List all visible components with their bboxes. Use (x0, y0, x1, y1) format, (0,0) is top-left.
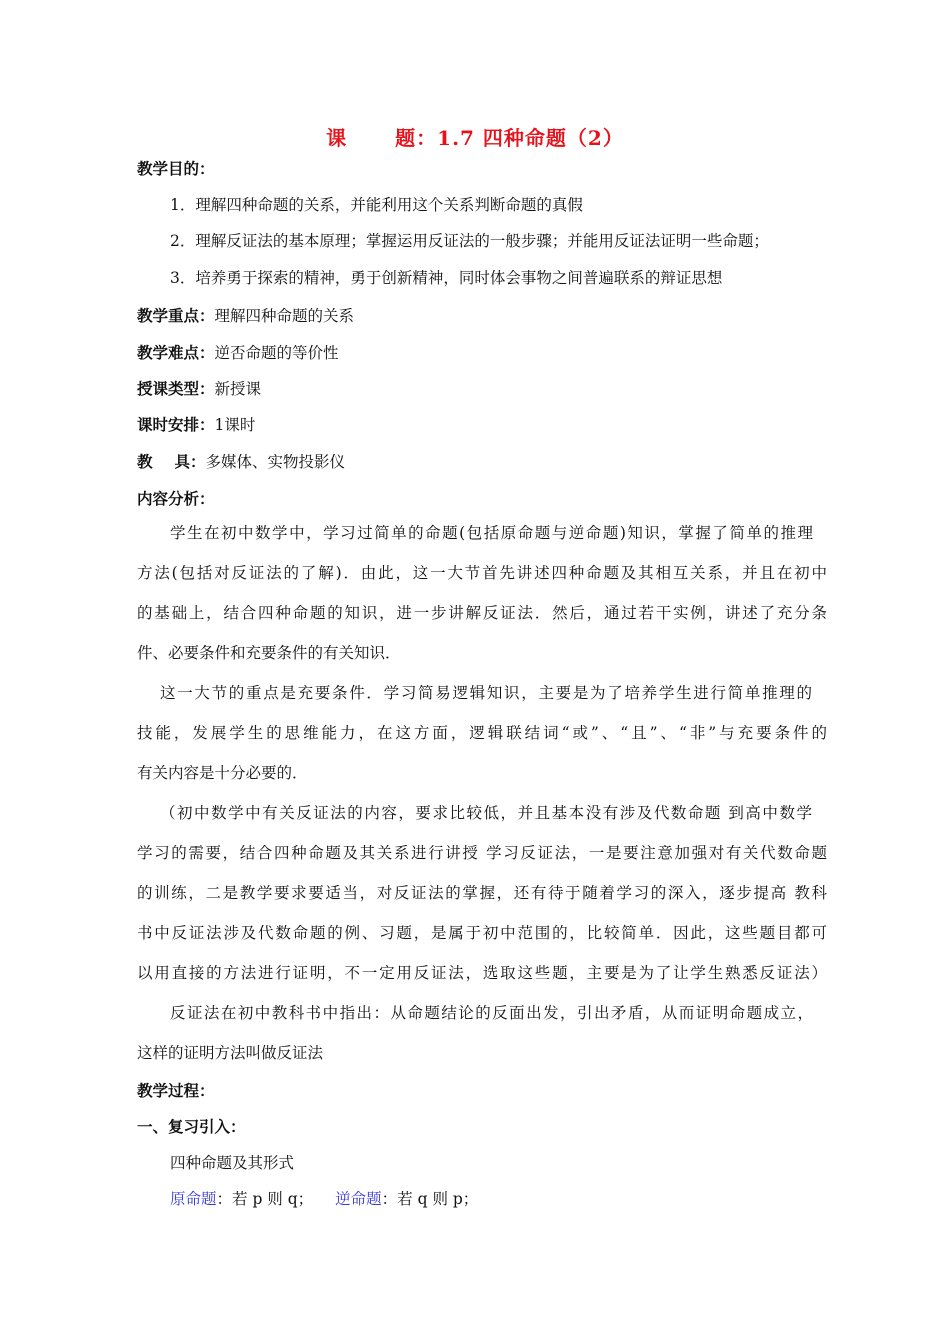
analysis-p3-line5: 以用直接的方法进行证明，不一定用反证法，选取这些题，主要是为了让学生熟悉反证法） (137, 964, 827, 982)
key-point-row (137, 305, 827, 327)
converse-proposition-label: 逆命题 (335, 1190, 382, 1208)
tools-row (137, 451, 827, 473)
tools-value: 多媒体、实物投影仪 (205, 453, 346, 471)
analysis-p3-line2: 学习的需要，结合四种命题及其关系进行讲授 学习反证法，一是要注意加强对有关代数命题 (137, 844, 827, 862)
page-title (0, 122, 950, 151)
analysis-p4-line2: 这样的证明方法叫做反证法 (137, 1044, 324, 1062)
analysis-heading: 内容分析： (137, 489, 215, 508)
analysis-p4-line1: 反证法在初中教科书中指出：从命题结论的反面出发，引出矛盾，从而证明命题成立， (170, 1004, 813, 1022)
analysis-p2-line3: 有关内容是十分必要的． (137, 764, 308, 782)
analysis-p3-line4: 书中反证法涉及代数命题的例、习题，是属于初中范围的，比较简单．因此，这些题目都可 (137, 924, 827, 942)
analysis-p1-line2: 方法(包括对反证法的了解)．由此，这一大节首先讲述四种命题及其相互关系，并且在初中 (137, 564, 827, 582)
analysis-p2-line2: 技能，发展学生的思维能力，在这方面，逻辑联结词“或”、“且”、“非”与充要条件的 (137, 724, 827, 742)
tools-label-b: 具： (174, 452, 206, 471)
forms-title: 四种命题及其形式 (170, 1154, 295, 1172)
tools-label-a: 教 (137, 452, 153, 471)
lesson-type-label: 授课类型： (137, 379, 215, 398)
lesson-type-row (137, 378, 827, 400)
objectives-heading: 教学目的： (137, 159, 215, 178)
analysis-p1-line4: 件、必要条件和充要条件的有关知识． (137, 644, 401, 662)
difficulty-label: 教学难点： (137, 343, 215, 362)
analysis-p1-line3: 的基础上，结合四种命题的知识，进一步讲解反证法．然后，通过若干实例，讲述了充分条 (137, 604, 827, 622)
original-proposition-value: ：若 p 则 q； (216, 1190, 314, 1208)
process-heading: 教学过程： (137, 1081, 215, 1100)
schedule-row (137, 414, 827, 436)
key-point-value: 理解四种命题的关系 (214, 307, 355, 325)
difficulty-value: 逆否命题的等价性 (214, 344, 339, 362)
title-part2: 题：1.7 四种命题（2） (395, 126, 624, 150)
section-review-heading: 一、复习引入： (137, 1117, 246, 1136)
title-part1: 课 (326, 126, 348, 150)
key-point-label: 教学重点： (137, 306, 215, 325)
difficulty-row (137, 342, 827, 364)
objective-item-2: 2．理解反证法的基本原理；掌握运用反证法的一般步骤；并能用反证法证明一些命题； (170, 232, 769, 250)
analysis-p3-line1: （初中数学中有关反证法的内容，要求比较低，并且基本没有涉及代数命题 到高中数学 (160, 804, 812, 822)
schedule-value: 1课时 (214, 416, 256, 434)
proposition-forms-row (170, 1188, 860, 1210)
analysis-p3-line3: 的训练，二是教学要求要适当，对反证法的掌握，还有待于随着学习的深入，逐步提高 教科 (137, 884, 827, 902)
objective-item-1: 1．理解四种命题的关系，并能利用这个关系判断命题的真假 (170, 196, 583, 214)
lesson-type-value: 新授课 (214, 380, 262, 398)
original-proposition-label: 原命题 (170, 1190, 217, 1208)
schedule-label: 课时安排： (137, 415, 215, 434)
analysis-p1-line1: 学生在初中数学中，学习过简单的命题(包括原命题与逆命题)知识，掌握了简单的推理 (170, 524, 813, 542)
objective-item-3: 3．培养勇于探索的精神，勇于创新精神，同时体会事物之间普遍联系的辩证思想 (170, 269, 723, 287)
converse-proposition-value: ：若 q 则 p； (381, 1190, 479, 1208)
analysis-p2-line1: 这一大节的重点是充要条件．学习简易逻辑知识，主要是为了培养学生进行简单推理的 (160, 684, 812, 702)
